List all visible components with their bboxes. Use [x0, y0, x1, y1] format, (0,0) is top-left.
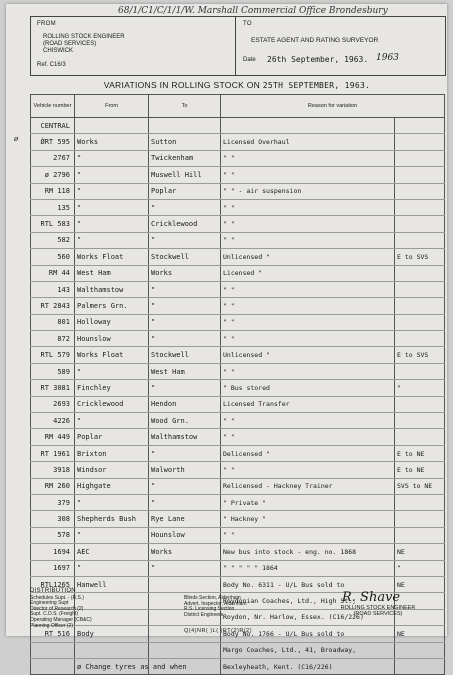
col-from: From	[75, 95, 149, 118]
variations-table	[30, 94, 445, 675]
from-box	[31, 17, 236, 75]
vehicle-cell: ø 2796	[31, 167, 75, 183]
date-label: Date	[243, 57, 256, 63]
vehicle-cell: RT 516	[31, 626, 75, 642]
to-cell: "	[149, 494, 221, 510]
remark-cell: "	[395, 380, 445, 396]
from-cell: Works Float	[75, 249, 149, 265]
from-cell: Body	[75, 626, 149, 642]
from-cell: Hounslow	[75, 331, 149, 347]
remark-cell: SVS to NE	[395, 478, 445, 494]
to-cell: Works	[149, 544, 221, 560]
reason-cell: " "	[221, 363, 395, 379]
from-cell: ø Change tyres as and when	[75, 658, 149, 674]
from-cell: Hanwell	[75, 576, 149, 592]
vehicle-cell: RTL1265	[31, 576, 75, 592]
from-cell: West Ham	[75, 265, 149, 281]
table-row	[31, 658, 445, 674]
reason-cell: " "	[221, 199, 395, 215]
reason-cell: Licensed Transfer	[221, 396, 395, 412]
from-label: FROM	[37, 21, 56, 27]
remark-cell	[395, 642, 445, 658]
reason-cell: " "	[221, 232, 395, 248]
vehicle-cell	[31, 658, 75, 674]
table-row	[31, 478, 445, 494]
to-cell: Twickenham	[149, 150, 221, 166]
table-row	[31, 199, 445, 215]
table-row	[31, 118, 445, 134]
distribution-codes: Q(4)NR( )L( )RT(2)R(2)	[184, 628, 253, 634]
distribution-item: Schedules Supt. - (R.S.)	[30, 594, 84, 601]
col-to: To	[149, 95, 221, 118]
document-sheet	[6, 4, 447, 671]
reason-cell: " " " " " 1864	[221, 560, 395, 576]
to-cell: "	[149, 478, 221, 494]
vehicle-cell: 1694	[31, 544, 75, 560]
distribution-item: Operating Manager (CB&C)	[30, 616, 92, 623]
reason-cell: Body No. 6311 - U/L Bus sold to	[221, 576, 395, 592]
to-cell: "	[149, 445, 221, 461]
distribution-item: District Engineers	[184, 611, 224, 618]
table-row	[31, 544, 445, 560]
from-cell: Palmers Grn.	[75, 298, 149, 314]
reference-number: Ref. C16/3	[37, 62, 66, 68]
distribution-item: Blinds Section, Aldenham	[184, 595, 241, 601]
to-cell: "	[149, 298, 221, 314]
remark-cell: E to SVS	[395, 347, 445, 363]
remark-cell	[395, 527, 445, 543]
from-cell: "	[75, 363, 149, 379]
to-cell	[149, 118, 221, 134]
table-row	[31, 363, 445, 379]
vehicle-cell: 2693	[31, 396, 75, 412]
table-row	[31, 249, 445, 265]
memo-header	[30, 16, 446, 76]
vehicle-cell: RTL 583	[31, 216, 75, 232]
reason-cell: Body No. 1766 - U/L Bus sold to	[221, 626, 395, 642]
to-cell: "	[149, 331, 221, 347]
table-row	[31, 413, 445, 429]
reason-cell: " "	[221, 314, 395, 330]
table-row	[31, 396, 445, 412]
from-cell: Works	[75, 134, 149, 150]
margin-mark: ø	[14, 135, 19, 143]
distribution-list-2	[184, 596, 304, 618]
reason-cell: " Bus stored	[221, 380, 395, 396]
to-cell: West Ham	[149, 363, 221, 379]
page-title	[30, 80, 444, 90]
signature-block	[318, 590, 438, 617]
reason-cell: " "	[221, 281, 395, 297]
vehicle-cell: 135	[31, 199, 75, 215]
vehicle-cell: RT 1961	[31, 445, 75, 461]
vehicle-cell: 560	[31, 249, 75, 265]
vehicle-cell: 1697	[31, 560, 75, 576]
remark-cell	[395, 413, 445, 429]
remark-cell	[395, 314, 445, 330]
reason-cell: Relicensed - Hackney Trainer	[221, 478, 395, 494]
table-row	[31, 134, 445, 150]
to-cell: "	[149, 232, 221, 248]
table-row	[31, 150, 445, 166]
reason-cell: " "	[221, 413, 395, 429]
from-cell: Holloway	[75, 314, 149, 330]
to-cell: Wood Grn.	[149, 413, 221, 429]
reason-cell: " "	[221, 331, 395, 347]
vehicle-cell: 582	[31, 232, 75, 248]
vehicle-cell: 872	[31, 331, 75, 347]
reason-cell: New bus into stock - eng. no. 1868	[221, 544, 395, 560]
remark-cell	[395, 511, 445, 527]
table-row	[31, 216, 445, 232]
reason-cell: " "	[221, 216, 395, 232]
from-organisation: ROLLING STOCK ENGINEER (ROAD SERVICES) CHISWICK	[43, 34, 125, 54]
vehicle-cell: RM 118	[31, 183, 75, 199]
remark-cell	[395, 150, 445, 166]
table-row	[31, 445, 445, 461]
table-header-row	[31, 95, 445, 118]
to-cell: "	[149, 199, 221, 215]
remark-cell	[395, 118, 445, 134]
reason-cell: " Private "	[221, 494, 395, 510]
vehicle-cell: 801	[31, 314, 75, 330]
to-cell: Rye Lane	[149, 511, 221, 527]
from-cell: Works Float	[75, 347, 149, 363]
vehicle-cell: ǾRT 595	[31, 134, 75, 150]
reason-cell: Licensed Overhaul	[221, 134, 395, 150]
to-cell: Stockwell	[149, 249, 221, 265]
from-cell: "	[75, 183, 149, 199]
vehicle-cell: 379	[31, 494, 75, 510]
to-cell: "	[149, 560, 221, 576]
reason-cell: " "	[221, 298, 395, 314]
vehicle-cell: RT 2843	[31, 298, 75, 314]
reason-cell: Bexleyheath, Kent. (C16/226)	[221, 658, 395, 674]
table-row	[31, 429, 445, 445]
table-row	[31, 560, 445, 576]
vehicle-cell: 3918	[31, 462, 75, 478]
remark-cell	[395, 658, 445, 674]
from-cell: Shepherds Bush	[75, 511, 149, 527]
vehicle-cell: 4226	[31, 413, 75, 429]
date-value: 26th September, 1963.	[267, 55, 369, 64]
remark-cell: E to NE	[395, 445, 445, 461]
remark-cell	[395, 232, 445, 248]
to-cell: Muswell Hill	[149, 167, 221, 183]
table-row	[31, 298, 445, 314]
handwritten-note: 68/1/C1/C/1/1/W. Marshall Commercial Office Brondesbury	[118, 6, 388, 16]
table-row	[31, 642, 445, 658]
col-reason: Reason for variation	[221, 95, 445, 118]
remark-cell	[395, 199, 445, 215]
vehicle-cell: RTL 579	[31, 347, 75, 363]
to-organisation: ESTATE AGENT AND RATING SURVEYOR	[251, 37, 379, 44]
from-cell: "	[75, 560, 149, 576]
from-cell: "	[75, 150, 149, 166]
to-cell: "	[149, 380, 221, 396]
distribution-list	[30, 589, 210, 629]
from-cell: Highgate	[75, 478, 149, 494]
to-cell: Walworth	[149, 462, 221, 478]
to-cell: Hendon	[149, 396, 221, 412]
to-cell: "	[149, 281, 221, 297]
to-label: TO	[243, 21, 252, 27]
reason-cell: Margo Coaches, Ltd., 41, Broadway,	[221, 642, 395, 658]
remark-cell	[395, 363, 445, 379]
table-row	[31, 265, 445, 281]
remark-cell	[395, 298, 445, 314]
reason-cell: " "	[221, 462, 395, 478]
signatory-title: ROLLING STOCK ENGINEER (ROAD SERVICES)	[340, 605, 416, 617]
from-cell: Poplar	[75, 429, 149, 445]
distribution-item: Director of Research (2)	[30, 605, 84, 612]
distribution-item: Planning Officer (2)	[30, 622, 73, 629]
signature: R. Shave	[342, 590, 401, 605]
remark-cell	[395, 281, 445, 297]
table-row	[31, 281, 445, 297]
from-cell: "	[75, 494, 149, 510]
reason-cell: " Hackney "	[221, 511, 395, 527]
vehicle-cell: 2767	[31, 150, 75, 166]
vehicle-cell: 589	[31, 363, 75, 379]
vehicle-cell: RM 449	[31, 429, 75, 445]
vehicle-cell: RT 3081	[31, 380, 75, 396]
table-row	[31, 167, 445, 183]
from-cell	[75, 642, 149, 658]
table-row	[31, 347, 445, 363]
to-cell: Poplar	[149, 183, 221, 199]
vehicle-cell: 308	[31, 511, 75, 527]
remark-cell	[395, 134, 445, 150]
table-row	[31, 494, 445, 510]
from-cell: Walthamstow	[75, 281, 149, 297]
from-cell: "	[75, 216, 149, 232]
vehicle-cell: 578	[31, 527, 75, 543]
table-row	[31, 511, 445, 527]
to-cell: Works	[149, 265, 221, 281]
col-vehicle: Vehicle number	[31, 95, 75, 118]
remark-cell	[395, 429, 445, 445]
from-cell: Brixton	[75, 445, 149, 461]
distribution-item: Supt. C.D.S. (Freight)	[30, 611, 79, 618]
reason-cell	[221, 118, 395, 134]
table-row	[31, 183, 445, 199]
reason-cell: Roydon, Nr. Harlow, Essex. (C16/226)	[221, 609, 395, 625]
remark-cell: "	[395, 560, 445, 576]
reason-cell: " "	[221, 429, 395, 445]
to-cell: Walthamstow	[149, 429, 221, 445]
from-cell: "	[75, 413, 149, 429]
reason-cell: Delicensed "	[221, 445, 395, 461]
table-row	[31, 380, 445, 396]
table-row	[31, 232, 445, 248]
from-cell: AEC	[75, 544, 149, 560]
to-cell: "	[149, 314, 221, 330]
remark-cell: NE	[395, 544, 445, 560]
reason-cell: " "	[221, 527, 395, 543]
to-cell: Hounslow	[149, 527, 221, 543]
vehicle-cell	[31, 642, 75, 658]
remark-cell: E to SVS	[395, 249, 445, 265]
reason-cell: " " - air suspension	[221, 183, 395, 199]
remark-cell	[395, 494, 445, 510]
remark-cell	[395, 396, 445, 412]
remark-cell: NE	[395, 576, 445, 592]
remark-cell	[395, 167, 445, 183]
from-cell: "	[75, 199, 149, 215]
vehicle-cell: CENTRAL	[31, 118, 75, 134]
vehicle-cell: RM 44	[31, 265, 75, 281]
to-cell: Sutton	[149, 134, 221, 150]
remark-cell	[395, 183, 445, 199]
reason-cell: Roydonian Coaches, Ltd., High St.,	[221, 593, 395, 609]
table-row	[31, 314, 445, 330]
reason-cell: Unlicensed "	[221, 347, 395, 363]
distribution-item: Advert. Inspector, Aldenham	[184, 600, 247, 607]
from-cell	[75, 118, 149, 134]
distribution-item: R.S. Licensing Section	[184, 606, 235, 613]
reason-cell: " "	[221, 150, 395, 166]
vehicle-cell: 143	[31, 281, 75, 297]
title-date: 25TH SEPTEMBER, 1963.	[262, 81, 371, 90]
table-row	[31, 331, 445, 347]
handwritten-date: 1963	[376, 53, 399, 63]
remark-cell: E to NE	[395, 462, 445, 478]
remark-cell	[395, 331, 445, 347]
distribution-item: Engineering Supt	[30, 600, 69, 607]
table-row	[31, 527, 445, 543]
from-cell: Windsor	[75, 462, 149, 478]
from-cell: "	[75, 527, 149, 543]
from-cell: "	[75, 167, 149, 183]
reason-cell: Licensed "	[221, 265, 395, 281]
from-cell: Cricklewood	[75, 396, 149, 412]
title-prefix: VARIATIONS IN ROLLING STOCK ON	[103, 80, 261, 90]
to-cell: Stockwell	[149, 347, 221, 363]
remark-cell: NE	[395, 626, 445, 642]
reason-cell: Unlicensed "	[221, 249, 395, 265]
reason-cell: " "	[221, 167, 395, 183]
to-cell: Cricklewood	[149, 216, 221, 232]
from-cell: Finchley	[75, 380, 149, 396]
from-cell: "	[75, 232, 149, 248]
table-row	[31, 462, 445, 478]
remark-cell	[395, 216, 445, 232]
vehicle-cell: RM 260	[31, 478, 75, 494]
to-cell	[149, 642, 221, 658]
distribution-heading: DISTRIBUTION	[30, 588, 76, 594]
remark-cell	[395, 265, 445, 281]
